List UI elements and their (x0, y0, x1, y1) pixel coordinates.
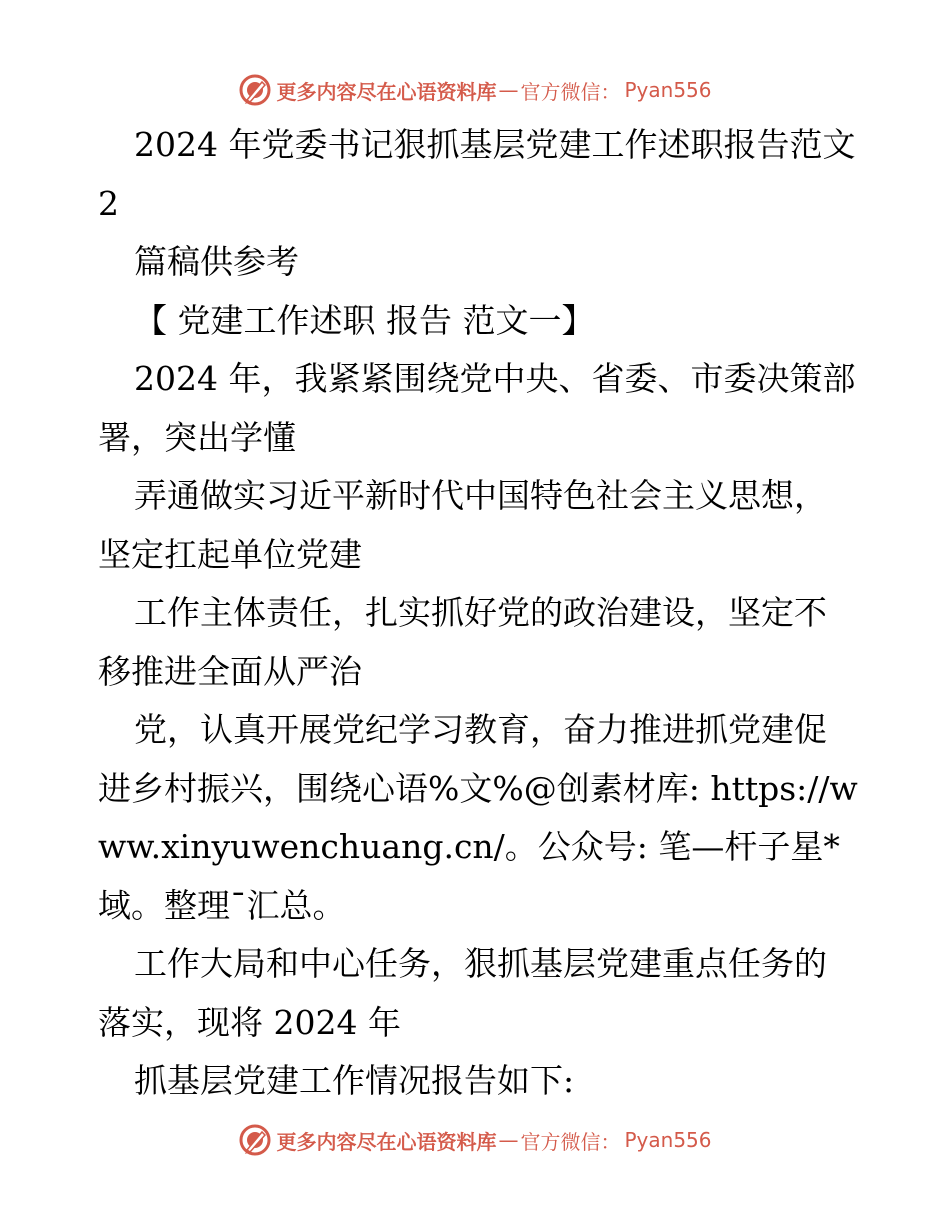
body-paragraph: 工作大局和中心任务，狠抓基层党建重点任务的落实，现将 2024 年 (98, 944, 827, 1042)
body-paragraph: 2024 年，我紧紧围绕党中央、省委、市委决策部署，突出学懂 (98, 359, 856, 457)
pen-logo-icon (238, 1123, 272, 1157)
footer-wechat-label: 官方微信： (520, 1129, 621, 1154)
footer-brand-text: 更多内容尽在心语资料库 (276, 1129, 497, 1154)
document-title-paragraph: 2024 年党委书记狠抓基层党建工作述职报告范文 2 (98, 125, 856, 223)
footer-banner (0, 1120, 950, 1160)
body-paragraph: 篇稿供参考 (134, 242, 299, 281)
body-paragraph: 弄通做实习近平新时代中国特色社会主义思想，坚定扛起单位党建 (98, 476, 827, 574)
header-separator: — (498, 78, 519, 102)
header-brand-text: 更多内容尽在心语资料库 (276, 79, 497, 104)
body-paragraph: 抓基层党建工作情况报告如下: (134, 1061, 575, 1100)
footer-wechat-id: Pyan556 (624, 1128, 712, 1152)
body-paragraph: 工作主体责任，扎实抓好党的政治建设，坚定不移推进全面从严治 (98, 593, 827, 691)
section-heading: 【 党建工作述职 报告 范文一】 (134, 300, 595, 340)
body-paragraph: 党，认真开展党纪学习教育，奋力推进抓党建促进乡村振兴，围绕心语%文%@创素材库: https://www.xinyuwenchuang.cn/。公众号: 笔—杆子星*域。整理¯汇总。 (98, 710, 858, 925)
header-wechat-id: Pyan556 (624, 78, 712, 102)
header-wechat-label: 官方微信： (520, 79, 621, 104)
pen-logo-icon (238, 73, 272, 107)
footer-separator: — (498, 1128, 519, 1152)
header-banner (0, 70, 950, 110)
document-body (98, 116, 858, 1111)
